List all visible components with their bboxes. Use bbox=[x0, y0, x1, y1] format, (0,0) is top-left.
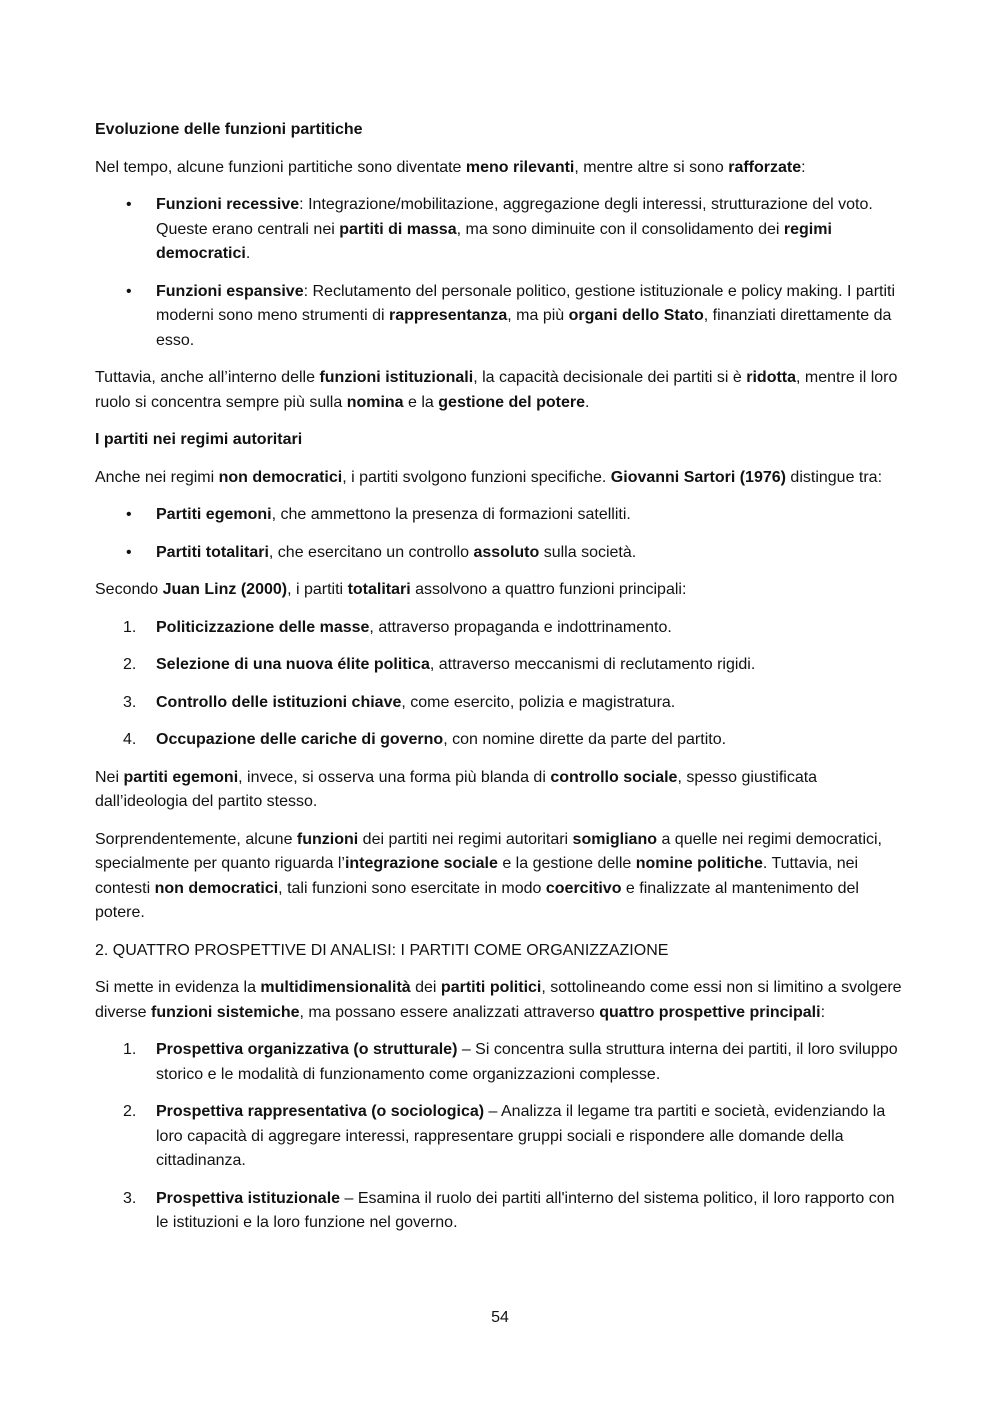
bold-text: nomine politiche bbox=[635, 855, 763, 872]
text-run: . bbox=[245, 245, 251, 262]
bold-text: multidimensionalità bbox=[260, 979, 411, 996]
text-run: e finalizzate al mantenimento del potere. bbox=[95, 879, 859, 921]
text-run: , tali funzioni sono esercitate in modo bbox=[278, 879, 546, 897]
list-number: 3. bbox=[123, 693, 137, 711]
paragraph-multidimensionalita bbox=[95, 976, 905, 1025]
paragraph-sartori bbox=[95, 466, 905, 491]
text-run: , la capacità decisionale dei partiti si è bbox=[473, 369, 747, 386]
list-number: 2. bbox=[123, 656, 137, 673]
bold-text: somigliano bbox=[572, 830, 657, 848]
list-item bbox=[95, 728, 905, 753]
text-run: , spesso giustificata dall’ideologia del partito stesso. bbox=[95, 768, 818, 810]
bold-text: controllo sociale bbox=[550, 768, 678, 786]
list-number: 1. bbox=[123, 1041, 137, 1058]
section-heading-regimi-autoritari: I partiti nei regimi autoritari bbox=[95, 431, 303, 448]
text-run: : Integrazione/mobilitazione, aggregazione degli interessi, strutturazione del voto. Queste erano centrali nei bbox=[156, 196, 873, 238]
list-item bbox=[95, 1187, 905, 1236]
bold-text: partiti di massa bbox=[339, 220, 457, 238]
paragraph-sorprendentemente bbox=[95, 828, 905, 926]
list-number: 2. bbox=[123, 1103, 137, 1120]
text-run: dei bbox=[410, 979, 441, 996]
text-run: , finanziati direttamente da esso. bbox=[156, 307, 892, 349]
text-run: : bbox=[820, 1003, 826, 1021]
bold-text: Politicizzazione delle masse bbox=[156, 618, 370, 636]
list-item bbox=[95, 280, 905, 354]
list-item bbox=[95, 691, 905, 716]
text-run: , che ammettono la presenza di formazioni satelliti. bbox=[271, 506, 631, 523]
text-run: , attraverso meccanismi di reclutamento rigidi. bbox=[429, 656, 756, 673]
bullet-list-partiti bbox=[95, 503, 905, 565]
text-run: dei partiti nei regimi autoritari bbox=[358, 830, 573, 848]
bold-text: gestione del potere bbox=[438, 393, 585, 411]
bold-text: organi dello Stato bbox=[568, 307, 704, 324]
bold-text: Controllo delle istituzioni chiave bbox=[156, 693, 402, 711]
document-page bbox=[95, 118, 905, 1249]
text-run: , invece, si osserva una forma più blanda di bbox=[238, 768, 551, 786]
bold-text: Occupazione delle cariche di governo bbox=[156, 731, 444, 748]
text-run: , ma sono diminuite con il consolidamento dei bbox=[456, 220, 784, 238]
bullet-marker: • bbox=[126, 196, 132, 213]
bold-text: assoluto bbox=[473, 543, 540, 561]
text-run: Nel tempo, alcune funzioni partitiche sono diventate bbox=[95, 158, 466, 176]
text-run: , ma possano essere analizzati attraverso bbox=[299, 1003, 600, 1021]
text-run: , mentre altre si sono bbox=[574, 158, 729, 176]
text-run: , i partiti bbox=[287, 581, 348, 598]
bold-text: non democratici bbox=[154, 879, 279, 897]
bold-text: nomina bbox=[346, 393, 404, 411]
bullet-marker: • bbox=[126, 282, 132, 300]
bold-text: Partiti egemoni bbox=[156, 506, 272, 523]
list-item bbox=[95, 193, 905, 267]
bold-text: partiti politici bbox=[440, 979, 542, 996]
list-item bbox=[95, 503, 905, 528]
text-run: distingue tra: bbox=[785, 468, 883, 486]
list-number: 3. bbox=[123, 1189, 137, 1207]
text-run: . Tuttavia, nei contesti bbox=[95, 855, 859, 897]
list-item bbox=[95, 616, 905, 641]
bold-text: ridotta bbox=[746, 369, 797, 386]
paragraph-linz bbox=[95, 578, 905, 603]
bold-text: Funzioni espansive bbox=[156, 282, 304, 300]
text-run: Nei bbox=[95, 768, 124, 786]
bold-text: quattro prospettive principali bbox=[599, 1003, 821, 1021]
text-run: , come esercito, polizia e magistratura. bbox=[401, 693, 676, 711]
bold-text: Prospettiva organizzativa (o strutturale) bbox=[156, 1041, 458, 1058]
text-run: Sorprendentemente, alcune bbox=[95, 830, 297, 848]
bold-text: coercitivo bbox=[545, 879, 622, 897]
bullet-list-funzioni bbox=[95, 193, 905, 353]
bold-text: non democratici bbox=[218, 468, 343, 486]
text-run: – Analizza il legame tra partiti e società, evidenziando la loro capacità di aggregare interessi, rappresentare gruppi sociali e rispondere alle domande della cittadinanza. bbox=[156, 1103, 886, 1169]
text-run: Secondo bbox=[95, 581, 163, 598]
text-run: Tuttavia, anche all’interno delle bbox=[95, 369, 320, 386]
text-run: , ma più bbox=[507, 307, 569, 324]
bold-text: partiti egemoni bbox=[123, 768, 239, 786]
paragraph-partiti-egemoni bbox=[95, 766, 905, 815]
list-item bbox=[95, 1038, 905, 1087]
text-run: – Si concentra sulla struttura interna dei partiti, il loro sviluppo storico e le modalità di funzionamento come organizzazioni complesse. bbox=[156, 1041, 898, 1083]
bold-text: Selezione di una nuova élite politica bbox=[156, 656, 430, 673]
text-run: a quelle nei regimi democratici, specialmente per quanto riguarda l’ bbox=[95, 830, 882, 872]
text-run: , i partiti svolgono funzioni specifiche. bbox=[342, 468, 611, 486]
numbered-list-prospettive bbox=[95, 1038, 905, 1236]
bold-text: Funzioni recessive bbox=[156, 196, 300, 213]
bold-text: Juan Linz (2000) bbox=[162, 581, 288, 598]
bullet-marker: • bbox=[126, 506, 132, 523]
text-run: e la gestione delle bbox=[497, 855, 636, 872]
section-heading-quattro-prospettive: 2. QUATTRO PROSPETTIVE DI ANALISI: I PARTITI COME ORGANIZZAZIONE bbox=[95, 941, 669, 959]
text-run: , attraverso propaganda e indottrinamento. bbox=[369, 618, 672, 636]
text-run: , mentre il loro ruolo si concentra sempre più sulla bbox=[95, 369, 898, 411]
text-run: . bbox=[584, 393, 590, 411]
bold-text: Prospettiva rappresentativa (o sociologica) bbox=[156, 1103, 485, 1120]
text-run: , che esercitano un controllo bbox=[268, 543, 474, 561]
bold-text: meno rilevanti bbox=[465, 158, 575, 176]
bold-text: totalitari bbox=[347, 581, 411, 598]
text-run: sulla società. bbox=[539, 543, 637, 561]
list-item bbox=[95, 1100, 905, 1174]
text-run: assolvono a quattro funzioni principali: bbox=[410, 581, 687, 598]
text-run: Si mette in evidenza la bbox=[95, 979, 261, 996]
text-run: – Esamina il ruolo dei partiti all'interno del sistema politico, il loro rapporto con le istituzioni e la loro funzione nel governo. bbox=[156, 1189, 895, 1231]
list-item bbox=[95, 653, 905, 678]
list-number: 4. bbox=[123, 731, 137, 748]
bold-text: integrazione sociale bbox=[344, 855, 498, 872]
list-item bbox=[95, 541, 905, 566]
text-run: , sottolineando come essi non si limitino a svolgere diverse bbox=[95, 979, 902, 1021]
bold-text: Giovanni Sartori (1976) bbox=[610, 468, 786, 486]
bold-text: rafforzate bbox=[728, 158, 802, 176]
bold-text: funzioni sistemiche bbox=[151, 1003, 300, 1021]
bold-text: Prospettiva istituzionale bbox=[156, 1189, 341, 1207]
text-run: : bbox=[801, 158, 806, 176]
paragraph-funzioni-istituzionali bbox=[95, 366, 905, 415]
text-run: e la bbox=[403, 393, 439, 411]
page-number: 54 bbox=[491, 1309, 509, 1326]
text-run: , con nomine dirette da parte del partito. bbox=[443, 731, 727, 748]
bold-text: funzioni bbox=[296, 830, 359, 848]
paragraph-evoluzione-intro bbox=[95, 156, 905, 181]
bold-text: regimi democratici bbox=[156, 220, 832, 262]
bold-text: funzioni istituzionali bbox=[319, 369, 474, 386]
bullet-marker: • bbox=[126, 543, 132, 561]
numbered-list-funzioni-totalitari bbox=[95, 616, 905, 753]
bold-text: Partiti totalitari bbox=[156, 543, 269, 561]
list-number: 1. bbox=[123, 618, 137, 636]
text-run: : Reclutamento del personale politico, gestione istituzionale e policy making. I partiti moderni sono meno strumenti di bbox=[156, 282, 896, 324]
section-heading-evoluzione: Evoluzione delle funzioni partitiche bbox=[95, 121, 363, 138]
bold-text: rappresentanza bbox=[389, 307, 508, 324]
text-run: Anche nei regimi bbox=[95, 468, 219, 486]
